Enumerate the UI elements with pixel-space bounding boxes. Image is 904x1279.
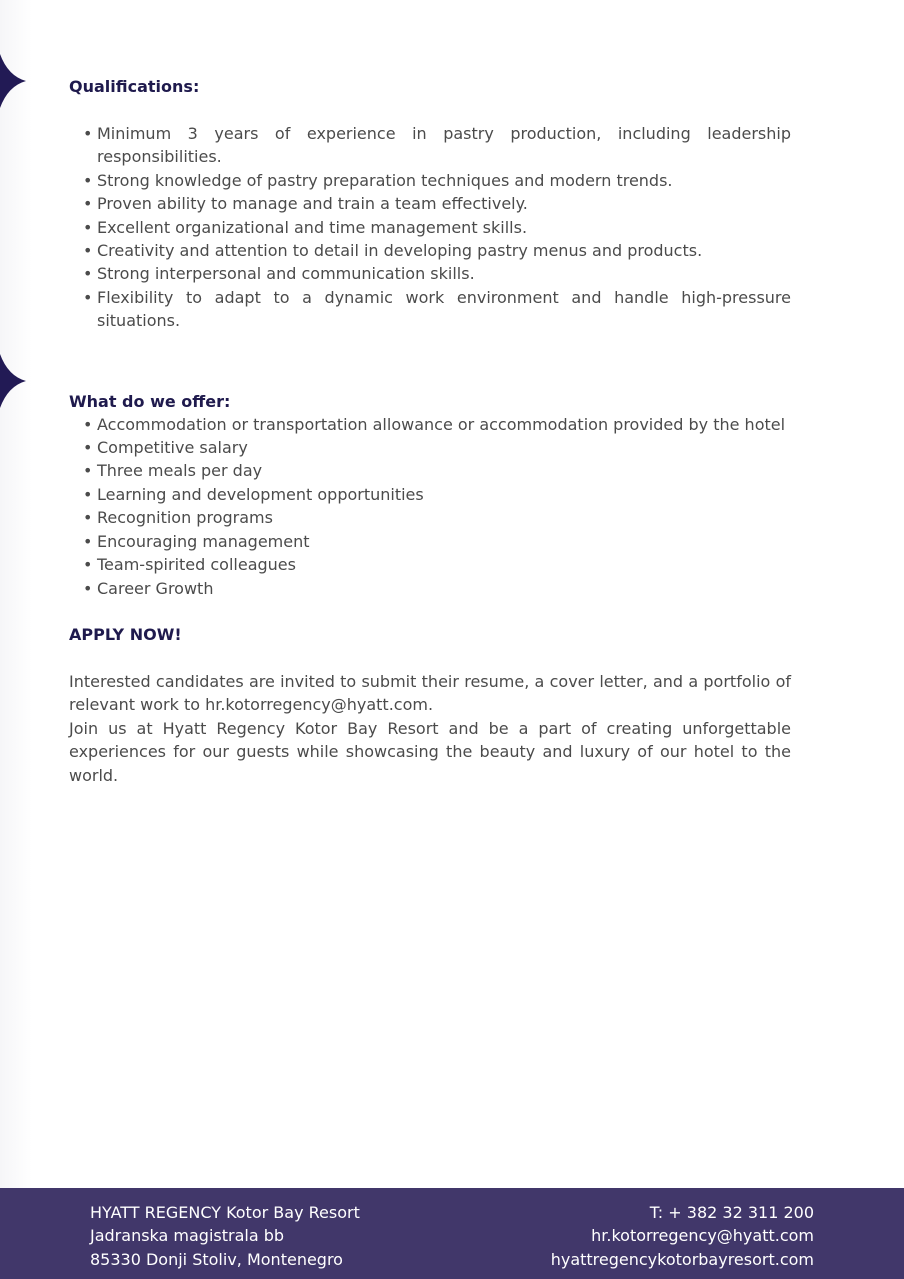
website-link[interactable]: hyattregencykotorbayresort.com — [550, 1249, 814, 1269]
apply-heading: APPLY NOW! — [69, 624, 182, 644]
offer-heading: What do we offer: — [69, 391, 231, 411]
list-item: • Strong knowledge of pastry preparation techniques and modern trends. — [69, 169, 791, 192]
list-item: • Three meals per day — [69, 459, 791, 482]
list-item: • Minimum 3 years of experience in pastry production, including leadership responsibilities. — [69, 122, 791, 169]
apply-paragraph: Interested candidates are invited to submit their resume, a cover letter, and a portfolio of relevant work to hr.kotorregency@hyatt.com. — [69, 671, 791, 715]
list-item: • Team-spirited colleagues — [69, 553, 791, 576]
list-item: • Strong interpersonal and communication skills. — [69, 262, 791, 285]
email-link[interactable]: hr.kotorregency@hyatt.com — [591, 1226, 814, 1246]
section-marker-icon — [0, 354, 26, 408]
footer — [0, 1188, 904, 1279]
footer-address — [90, 1201, 360, 1271]
list-item: • Flexibility to adapt to a dynamic work environment and handle high-pressure situations. — [69, 286, 791, 333]
qualifications-list — [69, 122, 791, 333]
footer-contact — [551, 1201, 814, 1271]
street-address: Jadranska magistrala bb — [90, 1226, 285, 1246]
list-item: • Accommodation or transportation allowance or accommodation provided by the hotel — [69, 413, 791, 436]
page-edge-shade — [0, 0, 32, 1188]
list-item: • Career Growth — [69, 577, 791, 600]
list-item: • Creativity and attention to detail in developing pastry menus and products. — [69, 239, 791, 262]
section-marker-icon — [0, 54, 26, 108]
qualifications-heading: Qualifications: — [69, 77, 200, 96]
list-item: • Encouraging management — [69, 530, 791, 553]
list-item: • Proven ability to manage and train a team effectively. — [69, 192, 791, 215]
list-item: • Excellent organizational and time management skills. — [69, 216, 791, 239]
list-item: • Learning and development opportunities — [69, 483, 791, 506]
hotel-name: HYATT REGENCY Kotor Bay Resort — [90, 1203, 360, 1222]
phone-number: T: + 382 32 311 200 — [649, 1203, 814, 1222]
document-body — [69, 75, 791, 787]
list-item: • Recognition programs — [69, 506, 791, 529]
list-item: • Competitive salary — [69, 436, 791, 459]
city-address: 85330 Donji Stoliv, Montenegro — [90, 1249, 343, 1269]
closing-paragraph: Join us at Hyatt Regency Kotor Bay Resort and be a part of creating unforgettable experiences for our guests while showcasing the beauty and luxury of our hotel to the world. — [69, 718, 791, 785]
offer-list — [69, 413, 791, 600]
